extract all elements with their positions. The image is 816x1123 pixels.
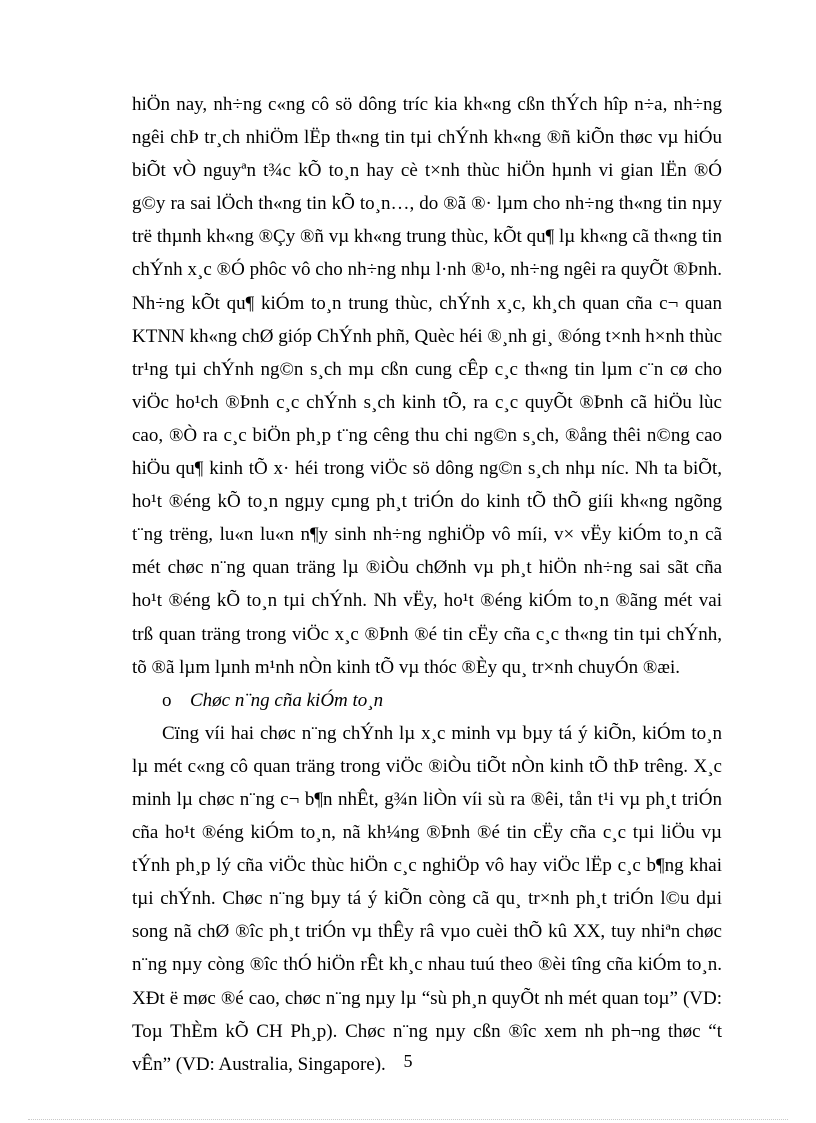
text-line: thµnh kh«ng ®Çy ®ñ vµ kh«ng trung thùc, kÕt qu¶ lµ kh«ng cã th«ng tin: [156, 226, 723, 248]
document-body: [132, 88, 722, 1081]
text-line: n¨ng nµy còng ®îc thÓ hiÖn rÊt kh¸c nhau tuú theo ®èi tîng cña kiÓm to¸n.: [132, 954, 722, 976]
text-line: tµi chÝnh. Chøc n¨ng bµy tá ý kiÕn còng cã qu¸ tr×nh ph¸t triÓn l©u dµi: [132, 888, 722, 910]
text-line: vÊn” (VD: Australia, Singapore).: [132, 1053, 386, 1075]
text-line: minh lµ chøc n¨ng c¬ b¶n nhÊt, g¾n liÒn víi sù ra ®êi, tån t¹i vµ ph¸t triÓn: [132, 788, 722, 810]
text-line: tr¹ng tµi chÝnh ng©n s¸ch mµ cßn cung cÊp c¸c th«ng tin lµm c¨n cø cho: [132, 358, 722, 380]
text-line: lµm lµnh m¹nh nÒn kinh tÕ vµ thóc ®Èy qu¸ tr×nh chuyÓn ®æi.: [179, 656, 681, 678]
text-line: KTNN kh«ng chØ gióp ChÝnh phñ, Quèc héi ®¸nh gi¸ ®óng t×nh h×nh thùc: [132, 325, 722, 347]
text-line: ngêi chÞ tr¸ch nhiÖm lËp th«ng tin tµi chÝnh kh«ng ®ñ kiÕn thøc vµ hiÓu: [132, 127, 722, 149]
text-line: song nã chØ ®îc ph¸t triÓn vµ thÊy râ vµo cuèi thÕ kû XX, tuy nhiªn chøc: [132, 921, 722, 943]
bullet-marker: o: [162, 689, 172, 711]
page-number: 5: [403, 1051, 413, 1071]
paragraph-1: [132, 88, 722, 684]
footer-divider: [28, 1119, 788, 1120]
text-line: chøc n¨ng quan träng lµ ®iÒu chØnh vµ ph¸t hiÖn nh÷ng sai sãt cña ho¹t: [132, 557, 723, 612]
text-line: Nh÷ng kÕt qu¶ kiÓm to¸n trung thùc, chÝnh x¸c, kh¸ch quan cña c¬ quan: [132, 292, 722, 314]
text-line: quan träng trong viÖc x¸c ®Þnh ®é tin cËy cña c¸c th«ng tin tµi chÝnh, tõ ®ã: [132, 623, 723, 678]
text-line: tÝnh ph¸p lý cña viÖc thùc hiÖn c¸c nghiÖp vô hay viÖc lËp c¸c b¶ng khai: [132, 855, 722, 877]
text-line: ®éng kÕ to¸n ngµy cµng ph¸t triÓn do kinh tÕ thÕ giíi kh«ng ngõng t¨ng: [132, 491, 722, 546]
text-line: chÝnh x¸c ®Ó phôc vô cho nh÷ng nhµ l·nh ®¹o, nh÷ng ngêi ra quyÕt ®Þnh.: [132, 259, 722, 281]
text-line: cña ho¹t ®éng kiÓm to¸n, nã kh¼ng ®Þnh ®é tin cËy cña c¸c tµi liÖu vµ: [132, 822, 722, 844]
text-line: ®Ò ra c¸c biÖn ph¸p t¨ng cêng thu chi ng©n s¸ch, ®ång thêi n©ng cao hiÖu: [132, 424, 723, 480]
text-line: biÕt vÒ nguyªn t¾c kÕ to¸n hay cè t×nh thùc hiÖn hµnh vi gian lËn ®Ó g©y: [132, 160, 722, 215]
text-line: trëng, lu«n lu«n n¶y sinh nh÷ng nghiÖp vô míi, v× vËy kiÓm to¸n cã mét: [132, 524, 723, 579]
text-line: XÐt ë møc ®é cao, chøc n¨ng nµy lµ “sù ph¸n quyÕt nh mét quan toµ” (VD:: [132, 987, 722, 1009]
section-heading-text: Chøc n¨ng cña kiÓm to¸n: [190, 689, 384, 711]
text-line: ra sai lÖch th«ng tin kÕ to¸n…, do ®ã ®· lµm cho nh÷ng th«ng tin nµy trë: [132, 193, 723, 248]
text-line: ®éng kÕ to¸n tµi chÝnh. Nh vËy, ho¹t ®éng kiÓm to¸n ®ãng mét vai trß: [132, 590, 722, 645]
section-heading: [132, 684, 722, 717]
text-line: hiÖn nay, nh÷ng c«ng cô sö dông tríc kia kh«ng cßn thÝch hîp n÷a, nh÷ng: [132, 94, 722, 115]
text-line: viÖc ho¹ch ®Þnh c¸c chÝnh s¸ch kinh tÕ, ra c¸c quyÕt ®Þnh cã hiÖu lùc cao,: [132, 391, 722, 446]
paragraph-2: [132, 717, 722, 1081]
text-line: mét c«ng cô quan träng trong viÖc ®iÒu tiÕt nÒn kinh tÕ thÞ trêng. X¸c: [153, 755, 722, 777]
text-line: Toµ ThÈm kÕ CH Ph¸p). Chøc n¨ng nµy cßn ®îc xem nh ph¬ng thøc “t: [132, 1020, 722, 1042]
text-line: qu¶ kinh tÕ x· héi trong viÖc sö dông ng©n s¸ch nhµ níc. Nh ta biÕt, ho¹t: [132, 458, 722, 513]
text-line: Cïng víi hai chøc n¨ng chÝnh lµ x¸c minh vµ bµy tá ý kiÕn, kiÓm to¸n lµ: [132, 722, 722, 777]
